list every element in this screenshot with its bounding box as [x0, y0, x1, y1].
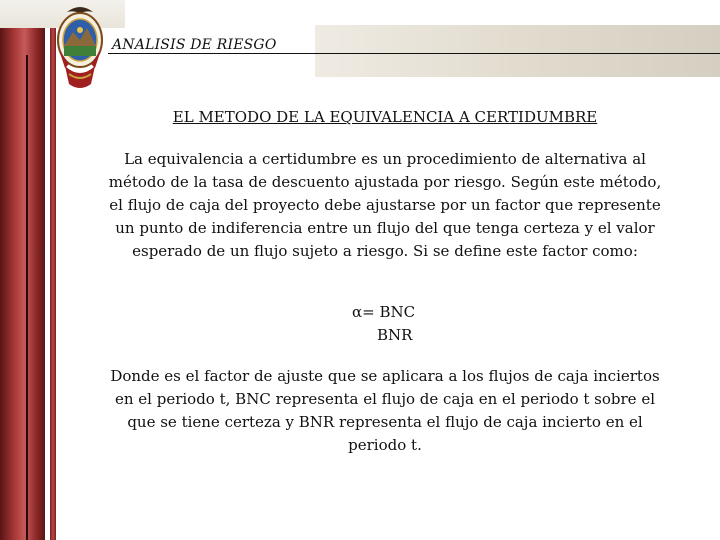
left-divider-line	[26, 55, 28, 540]
header-title: ANALISIS DE RIESGO	[112, 37, 277, 53]
coat-of-arms-icon	[55, 2, 105, 94]
body-paragraph-1: La equivalencia a certidumbre es un procedimiento de alternativa al método de la tasa de descuento ajustada por riesgo. Según este método, el flujo de caja del proyecto debe ajustarse por un factor que represente un punto de indiferencia entre un flujo del que tenga certeza y el valor esperado de un flujo sujeto a riesgo. Si se define este factor como:	[108, 150, 662, 260]
header-rule	[108, 53, 720, 54]
header-band	[315, 25, 720, 77]
formula-numerator: α= BNC	[352, 303, 416, 321]
left-decorative-bar	[0, 0, 45, 540]
formula-denominator: BNR	[377, 326, 413, 344]
formula	[352, 301, 415, 347]
document-title: EL METODO DE LA EQUIVALENCIA A CERTIDUMBRE	[172, 108, 598, 126]
body-paragraph-2: Donde es el factor de ajuste que se aplicara a los flujos de caja inciertos en el periodo t, BNC representa el flujo de caja en el periodo t sobre el que se tiene certeza y BNR representa el flujo de caja incierto en el periodo t.	[110, 367, 660, 454]
